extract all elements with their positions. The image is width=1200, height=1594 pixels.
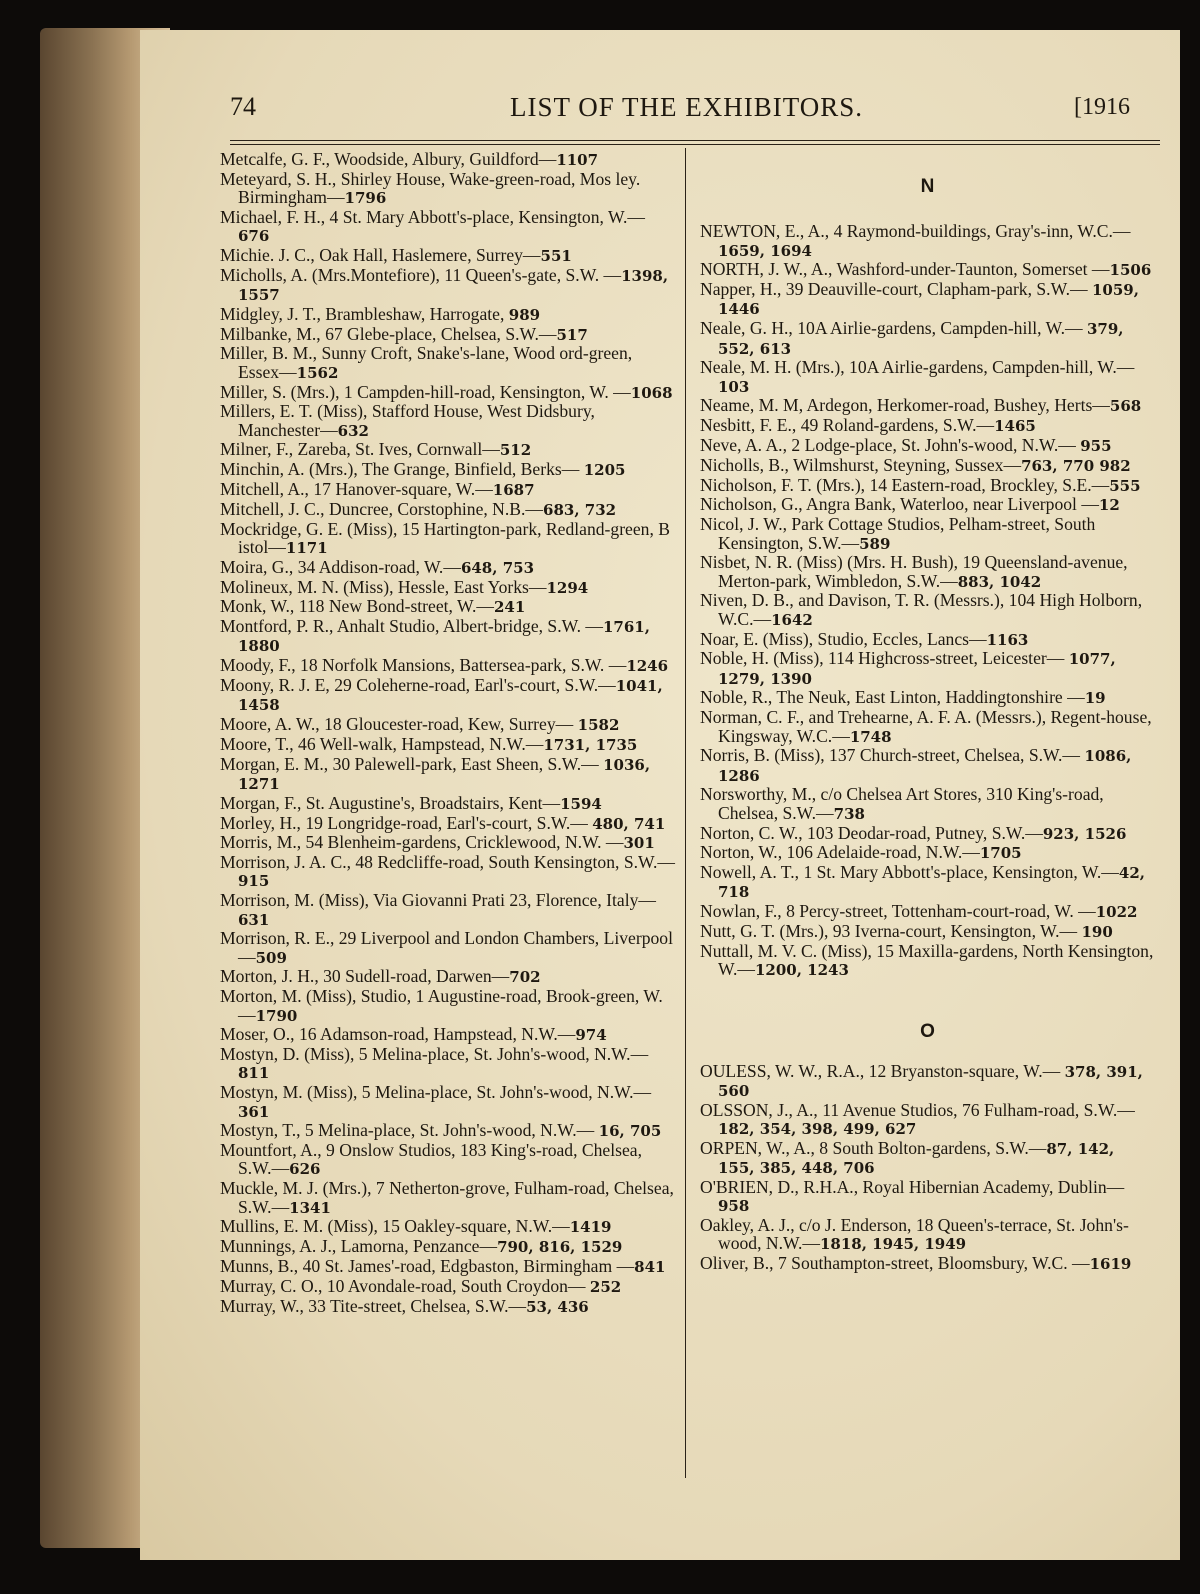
exhibitor-text: Miller, B. M., Sunny Croft, Snake's-lane, Wood ord-green, Essex— (220, 343, 633, 382)
exhibitor-entry (700, 688, 1155, 707)
exhibitor-entry (700, 746, 1155, 785)
exhibitor-text: O'BRIEN, D., R.H.A., Royal Hibernian Academy, Dublin— (700, 1176, 1125, 1197)
exhibit-numbers: 1687 (492, 481, 535, 500)
exhibitor-text: Moser, O., 16 Adamson-road, Hampstead, N.W.— (220, 1024, 576, 1045)
exhibitor-text: ORPEN, W., A., 8 South Bolton-gardens, S.W.— (700, 1137, 1047, 1158)
exhibit-numbers: 841 (634, 1257, 666, 1276)
exhibitor-entry (700, 222, 1155, 260)
exhibit-numbers: 1562 (296, 363, 339, 382)
exhibitor-entry (220, 520, 675, 558)
exhibit-numbers: 1748 (849, 727, 892, 746)
exhibit-numbers: 1171 (285, 538, 328, 557)
exhibitor-entry (220, 305, 675, 324)
column-divider (685, 148, 686, 1478)
exhibitor-entry (220, 1121, 675, 1140)
exhibit-numbers: 989 (508, 305, 541, 324)
exhibitor-entry (220, 1277, 675, 1296)
exhibitor-entry (220, 440, 675, 459)
exhibitor-text: Miller, S. (Mrs.), 1 Campden-hill-road, Kensington, W. — (220, 381, 631, 402)
exhibitor-text: Millers, E. T. (Miss), Stafford House, West Didsbury, Manchester— (220, 401, 595, 440)
exhibitor-text: Nowlan, F., 8 Percy-street, Tottenham-court-road, W. — (700, 901, 1096, 922)
exhibit-numbers: 551 (540, 246, 572, 265)
exhibitor-text: Milbanke, M., 67 Glebe-place, Chelsea, S.W.— (220, 323, 557, 344)
exhibitor-text: Morgan, E. M., 30 Palewell-park, East Sheen, S.W.— (220, 753, 604, 774)
exhibitor-entry (700, 436, 1155, 455)
exhibit-numbers: 1086, 1286 (718, 747, 1132, 785)
exhibit-numbers: 632 (337, 421, 369, 440)
exhibit-numbers: 1205 (583, 461, 626, 480)
exhibitor-entry (700, 708, 1155, 746)
exhibitor-entry (700, 942, 1155, 980)
exhibitor-text: Murray, W., 33 Tite-street, Chelsea, S.W.— (220, 1295, 527, 1316)
exhibit-numbers: 1246 (626, 657, 669, 676)
exhibitor-entry (700, 495, 1155, 514)
exhibit-numbers: 763, 770 982 (1021, 456, 1131, 475)
exhibit-numbers: 1761, 1880 (238, 618, 650, 656)
exhibitor-entry (220, 325, 675, 344)
exhibitor-entry (220, 402, 675, 440)
exhibitor-entry (220, 987, 675, 1025)
exhibitor-text: NEWTON, E., A., 4 Raymond-buildings, Gray's-inn, W.C.— (700, 221, 1131, 242)
exhibit-numbers: 252 (589, 1277, 622, 1296)
exhibit-numbers: 958 (718, 1197, 750, 1216)
exhibitor-entry (220, 460, 675, 479)
exhibit-numbers: 1705 (979, 844, 1022, 863)
exhibit-numbers: 16, 705 (598, 1122, 662, 1141)
exhibitor-text: Nisbet, N. R. (Miss) (Mrs. H. Bush), 19 Queensland-avenue, Merton-park, Wimbledon, S.W.— (700, 552, 1128, 591)
exhibit-numbers: 626 (289, 1160, 321, 1179)
exhibitor-text: NORTH, J. W., A., Washford-under-Taunton, Somerset — (700, 259, 1110, 280)
exhibit-numbers: 42, 718 (718, 864, 1145, 902)
exhibitor-text: Norman, C. F., and Trehearne, A. F. A. (Messrs.), Regent-house, Kingsway, W.C.— (700, 707, 1152, 746)
exhibitor-entry (220, 266, 675, 305)
exhibit-numbers: 53, 436 (526, 1297, 589, 1316)
exhibitor-entry (700, 824, 1155, 843)
exhibitor-entry (220, 656, 675, 675)
exhibitor-text: Morrison, M. (Miss), Via Giovanni Prati 23, Florence, Italy— (220, 890, 656, 911)
exhibitor-entry (220, 1025, 675, 1044)
exhibitor-entry (220, 1297, 675, 1316)
exhibitor-entry (220, 814, 675, 833)
exhibitor-entry (220, 1045, 675, 1083)
exhibitor-text: OLSSON, J., A., 11 Avenue Studios, 76 Fulham-road, S.W.— (700, 1099, 1135, 1120)
exhibitor-entry (220, 597, 675, 616)
exhibitor-text: OULESS, W. W., R.A., 12 Bryanston-square, W.— (700, 1060, 1065, 1081)
exhibit-numbers: 512 (499, 441, 532, 460)
exhibitor-entry (220, 676, 675, 715)
exhibit-numbers: 1294 (546, 578, 589, 597)
n-entries (700, 222, 1155, 979)
exhibitor-entry (700, 456, 1155, 475)
exhibitor-entry (700, 1178, 1155, 1216)
exhibitor-entry (220, 1237, 675, 1256)
exhibitor-entry (700, 649, 1155, 688)
exhibitor-entry (700, 416, 1155, 435)
exhibitor-entry (700, 319, 1155, 358)
exhibit-numbers: 1041, 1458 (238, 677, 663, 715)
exhibit-numbers: 568 (1109, 397, 1142, 416)
exhibit-numbers: 1419 (569, 1218, 612, 1237)
exhibitor-text: Mockridge, G. E. (Miss), 15 Hartington-park, Redland-green, B istol— (220, 518, 671, 557)
exhibitor-text: Nicholls, B., Wilmshurst, Steyning, Sussex— (700, 454, 1022, 475)
exhibitor-text: Michie. J. C., Oak Hall, Haslemere, Surrey— (220, 244, 541, 265)
exhibitor-entry (700, 922, 1155, 941)
exhibitor-text: Napper, H., 39 Deauville-court, Clapham-park, S.W.— (700, 279, 1092, 300)
exhibitor-text: Morton, M. (Miss), Studio, 1 Augustine-road, Brook-green, W.— (220, 986, 663, 1025)
exhibitor-entry (220, 383, 675, 402)
exhibitor-entry (220, 170, 675, 208)
exhibitor-text: Muckle, M. J. (Mrs.), 7 Netherton-grove, Fulham-road, Chelsea, S.W.— (220, 1178, 674, 1217)
exhibitor-entry (220, 617, 675, 656)
exhibitor-entry (700, 630, 1155, 649)
exhibitor-entry (220, 735, 675, 754)
exhibitor-entry (220, 1217, 675, 1236)
exhibitor-text: Minchin, A. (Mrs.), The Grange, Binfield, Berks— (220, 459, 584, 480)
exhibit-numbers: 87, 142, 155, 385, 448, 706 (718, 1139, 1115, 1178)
exhibitor-text: Nicholson, G., Angra Bank, Waterloo, near Liverpool — (700, 494, 1099, 515)
exhibitor-entry (700, 591, 1155, 629)
exhibitor-text: Morrison, R. E., 29 Liverpool and London Chambers, Liverpool— (220, 928, 673, 967)
exhibitor-text: Norton, C. W., 103 Deodar-road, Putney, S.W.— (700, 822, 1043, 843)
exhibit-numbers: 103 (718, 377, 750, 396)
exhibitor-text: Morrison, J. A. C., 48 Redcliffe-road, South Kensington, S.W.— (220, 852, 675, 873)
exhibitor-text: Monk, W., 118 New Bond-street, W.— (220, 596, 494, 617)
exhibit-numbers: 1200, 1243 (754, 961, 849, 980)
exhibitor-text: Morgan, F., St. Augustine's, Broadstairs, Kent— (220, 792, 561, 813)
exhibitor-text: Mostyn, M. (Miss), 5 Melina-place, St. John's-wood, N.W.— (220, 1082, 652, 1103)
exhibitor-text: Noble, H. (Miss), 114 Highcross-street, Leicester— (700, 648, 1069, 669)
exhibit-numbers: 190 (1081, 922, 1113, 941)
exhibitor-entry (700, 553, 1155, 591)
exhibitor-text: Mostyn, T., 5 Melina-place, St. John's-wood, N.W.— (220, 1120, 599, 1141)
exhibit-numbers: 19 (1084, 689, 1106, 708)
exhibitor-text: Mountfort, A., 9 Onslow Studios, 183 King's-road, Chelsea, S.W.— (220, 1140, 642, 1179)
section-letter-o: O (920, 1021, 935, 1043)
exhibit-numbers: 1818, 1945, 1949 (819, 1235, 967, 1254)
exhibit-numbers: 1465 (994, 417, 1036, 436)
exhibitor-text: Metcalfe, G. F., Woodside, Albury, Guildford— (220, 149, 557, 169)
exhibitor-entry (700, 785, 1155, 823)
exhibit-numbers: 738 (833, 804, 865, 823)
exhibitor-entry (220, 500, 675, 519)
exhibitor-text: Noar, E. (Miss), Studio, Eccles, Lancs— (700, 628, 987, 649)
exhibitor-text: Mitchell, J. C., Duncree, Corstophine, N.B.— (220, 498, 544, 519)
exhibitor-text: Morton, J. H., 30 Sudell-road, Darwen— (220, 966, 510, 987)
exhibitor-text: Moira, G., 34 Addison-road, W.— (220, 556, 461, 577)
exhibitor-entry (220, 891, 675, 929)
exhibitor-entry (700, 515, 1155, 553)
exhibitor-entry (700, 358, 1155, 396)
exhibitor-text: Mostyn, D. (Miss), 5 Melina-place, St. John's-wood, N.W.— (220, 1044, 649, 1065)
exhibitor-entry (220, 150, 675, 169)
exhibitor-text: Neame, M. M, Ardegon, Herkomer-road, Bushey, Herts— (700, 395, 1110, 416)
exhibitor-entry (700, 1101, 1155, 1139)
exhibitor-text: Nicol, J. W., Park Cottage Studios, Pelham-street, South Kensington, S.W.— (700, 514, 1096, 553)
exhibit-numbers: 683, 732 (543, 500, 617, 519)
exhibitor-entry (700, 1062, 1155, 1101)
exhibitor-entry (220, 1083, 675, 1121)
exhibit-numbers: 676 (238, 227, 270, 246)
exhibitor-entry (220, 833, 675, 852)
section-letter-n: N (920, 176, 935, 197)
exhibitor-entry (700, 863, 1155, 902)
exhibit-numbers: 1594 (560, 794, 602, 813)
exhibitor-text: Morris, M., 54 Blenheim-gardens, Cricklewood, N.W. — (220, 832, 624, 853)
exhibitor-entry (220, 715, 675, 734)
exhibit-numbers: 509 (255, 948, 287, 967)
exhibitor-text: Moore, A. W., 18 Gloucester-road, Kew, Surrey— (220, 714, 578, 735)
exhibit-numbers: 1163 (986, 630, 1029, 649)
exhibitor-text: Nutt, G. T. (Mrs.), 93 Iverna-court, Kensington, W.— (700, 920, 1082, 941)
exhibit-numbers: 1506 (1109, 261, 1152, 280)
exhibit-numbers: 1731, 1735 (543, 735, 638, 754)
exhibitor-text: Norsworthy, M., c/o Chelsea Art Stores, 310 King's-road, Chelsea, S.W.— (700, 784, 1104, 823)
exhibit-numbers: 915 (238, 872, 270, 891)
exhibitor-text: Nicholson, F. T. (Mrs.), 14 Eastern-road, Brockley, S.E.— (700, 474, 1110, 495)
exhibitor-entry (220, 929, 675, 967)
exhibit-numbers: 648, 753 (460, 558, 535, 577)
exhibitor-entry (220, 208, 675, 246)
exhibitor-entry (220, 344, 675, 382)
exhibitor-text: Mullins, E. M. (Miss), 15 Oakley-square, N.W.— (220, 1216, 570, 1237)
exhibitor-text: Meteyard, S. H., Shirley House, Wake-green-road, Mos ley. Birmingham— (220, 168, 641, 208)
exhibit-numbers: 790, 816, 1529 (497, 1238, 623, 1257)
exhibit-numbers: 1341 (289, 1198, 331, 1217)
exhibit-numbers: 589 (859, 534, 891, 553)
exhibitor-text: Neve, A. A., 2 Lodge-place, St. John's-wood, N.W.— (700, 435, 1081, 456)
exhibit-numbers: 555 (1109, 476, 1141, 495)
exhibit-numbers: 955 (1080, 437, 1112, 456)
exhibit-numbers: 811 (238, 1064, 270, 1083)
exhibit-numbers: 480, 741 (592, 814, 666, 833)
exhibitor-entry (700, 260, 1155, 279)
exhibit-numbers: 378, 391, 560 (718, 1062, 1143, 1100)
page-number: 74 (230, 92, 256, 121)
exhibitor-text: Micholls, A. (Mrs.Montefiore), 11 Queen's-gate, S.W. — (220, 264, 622, 285)
exhibit-numbers: 1068 (630, 383, 673, 402)
exhibit-numbers: 1659, 1694 (718, 241, 812, 260)
exhibitor-text: Munns, B., 40 St. James'-road, Edgbaston, Birmingham — (220, 1255, 635, 1276)
exhibitor-entry (700, 396, 1155, 415)
exhibitor-text: Morley, H., 19 Longridge-road, Earl's-court, S.W.— (220, 812, 593, 833)
exhibit-numbers: 301 (623, 834, 655, 853)
exhibitor-text: Murray, C. O., 10 Avondale-road, South Croydon— (220, 1275, 590, 1296)
left-column (220, 150, 675, 1316)
exhibit-numbers: 182, 354, 398, 499, 627 (718, 1120, 917, 1139)
exhibit-numbers: 1642 (771, 610, 813, 629)
exhibitor-text: Neale, G. H., 10A Airlie-gardens, Campden-hill, W.— (700, 318, 1087, 339)
exhibit-numbers: 883, 1042 (957, 572, 1042, 591)
exhibitor-text: Molineux, M. N. (Miss), Hessle, East Yorks— (220, 576, 547, 597)
exhibitor-text: Oliver, B., 7 Southampton-street, Bloomsbury, W.C. — (700, 1253, 1090, 1274)
exhibitor-text: Nuttall, M. V. C. (Miss), 15 Maxilla-gardens, North Kensington, W.— (700, 940, 1154, 980)
exhibit-numbers: 923, 1526 (1042, 824, 1127, 843)
exhibitor-text: Moony, R. J. E, 29 Coleherne-road, Earl's-court, S.W.— (220, 675, 616, 696)
exhibit-numbers: 361 (238, 1102, 270, 1121)
exhibit-numbers: 12 (1098, 496, 1120, 515)
page-title: LIST OF THE EXHIBITORS. (510, 92, 864, 122)
exhibitor-entry (700, 476, 1155, 495)
exhibitor-text: Moore, T., 46 Well-walk, Hampstead, N.W.— (220, 733, 544, 754)
exhibitor-entry (220, 755, 675, 794)
exhibitor-entry (700, 1216, 1155, 1254)
exhibitor-text: Michael, F. H., 4 St. Mary Abbott's-place, Kensington, W.— (220, 206, 645, 227)
exhibit-numbers: 379, 552, 613 (718, 320, 1124, 358)
exhibit-numbers: 1036, 1271 (238, 755, 651, 793)
exhibitor-entry (700, 843, 1155, 862)
exhibit-numbers: 1107 (556, 151, 599, 169)
exhibitor-text: Nowell, A. T., 1 St. Mary Abbott's-place, Kensington, W.— (700, 862, 1119, 883)
book-page (140, 30, 1180, 1560)
exhibitor-text: Noble, R., The Neuk, East Linton, Haddingtonshire — (700, 687, 1085, 708)
exhibit-numbers: 974 (575, 1026, 607, 1045)
header-rule-secondary (230, 144, 1160, 145)
exhibit-numbers: 1077, 1279, 1390 (718, 650, 1116, 688)
exhibitor-entry (220, 480, 675, 499)
exhibitor-entry (700, 280, 1155, 319)
exhibitor-text: Munnings, A. J., Lamorna, Penzance— (220, 1236, 498, 1257)
exhibit-numbers: 1619 (1089, 1255, 1132, 1274)
exhibit-numbers: 1059, 1446 (718, 281, 1139, 319)
exhibitor-entry (220, 853, 675, 891)
right-column (700, 150, 1155, 1274)
exhibitor-entry (220, 1141, 675, 1179)
exhibitor-entry (700, 902, 1155, 921)
exhibitor-entry (220, 578, 675, 597)
exhibit-numbers: 702 (509, 968, 541, 987)
exhibitor-entry (700, 1139, 1155, 1178)
exhibitor-text: Mitchell, A., 17 Hanover-square, W.— (220, 479, 493, 500)
exhibitor-text: Midgley, J. T., Brambleshaw, Harrogate, (220, 303, 509, 324)
exhibitor-text: Neale, M. H. (Mrs.), 10A Airlie-gardens, Campden-hill, W.— (700, 357, 1135, 378)
page-header (230, 92, 1160, 132)
page-year: [1916 (1074, 94, 1130, 120)
exhibitor-entry (220, 246, 675, 265)
exhibitor-entry (220, 794, 675, 813)
exhibitor-entry (220, 1257, 675, 1276)
exhibit-numbers: 1790 (255, 1006, 298, 1025)
exhibit-numbers: 1796 (344, 189, 387, 208)
exhibit-numbers: 1582 (577, 716, 620, 735)
o-entries (700, 1062, 1155, 1274)
exhibit-numbers: 1398, 1557 (238, 266, 669, 305)
exhibit-numbers: 517 (556, 325, 588, 344)
exhibit-numbers: 631 (238, 910, 270, 929)
exhibitor-text: Norris, B. (Miss), 137 Church-street, Chelsea, S.W.— (700, 745, 1085, 766)
exhibit-numbers: 1022 (1095, 903, 1138, 922)
exhibitor-entry (220, 558, 675, 577)
exhibitor-text: Milner, F., Zareba, St. Ives, Cornwall— (220, 439, 500, 460)
exhibitor-text: Montford, P. R., Anhalt Studio, Albert-bridge, S.W. — (220, 616, 603, 637)
exhibitor-entry (220, 967, 675, 986)
exhibitor-text: Niven, D. B., and Davison, T. R. (Messrs.), 104 High Holborn, W.C.— (700, 590, 1143, 629)
exhibitor-text: Nesbitt, F. E., 49 Roland-gardens, S.W.— (700, 415, 995, 436)
exhibitor-entry (700, 1254, 1155, 1273)
exhibitor-text: Norton, W., 106 Adelaide-road, N.W.— (700, 842, 980, 863)
header-rule (230, 140, 1160, 141)
exhibitor-text: Moody, F., 18 Norfolk Mansions, Battersea-park, S.W. — (220, 655, 627, 676)
exhibitor-entry (220, 1179, 675, 1217)
exhibitor-text: Oakley, A. J., c/o J. Enderson, 18 Queen's-terrace, St. John's-wood, N.W.— (700, 1215, 1129, 1254)
exhibit-numbers: 241 (494, 598, 526, 617)
